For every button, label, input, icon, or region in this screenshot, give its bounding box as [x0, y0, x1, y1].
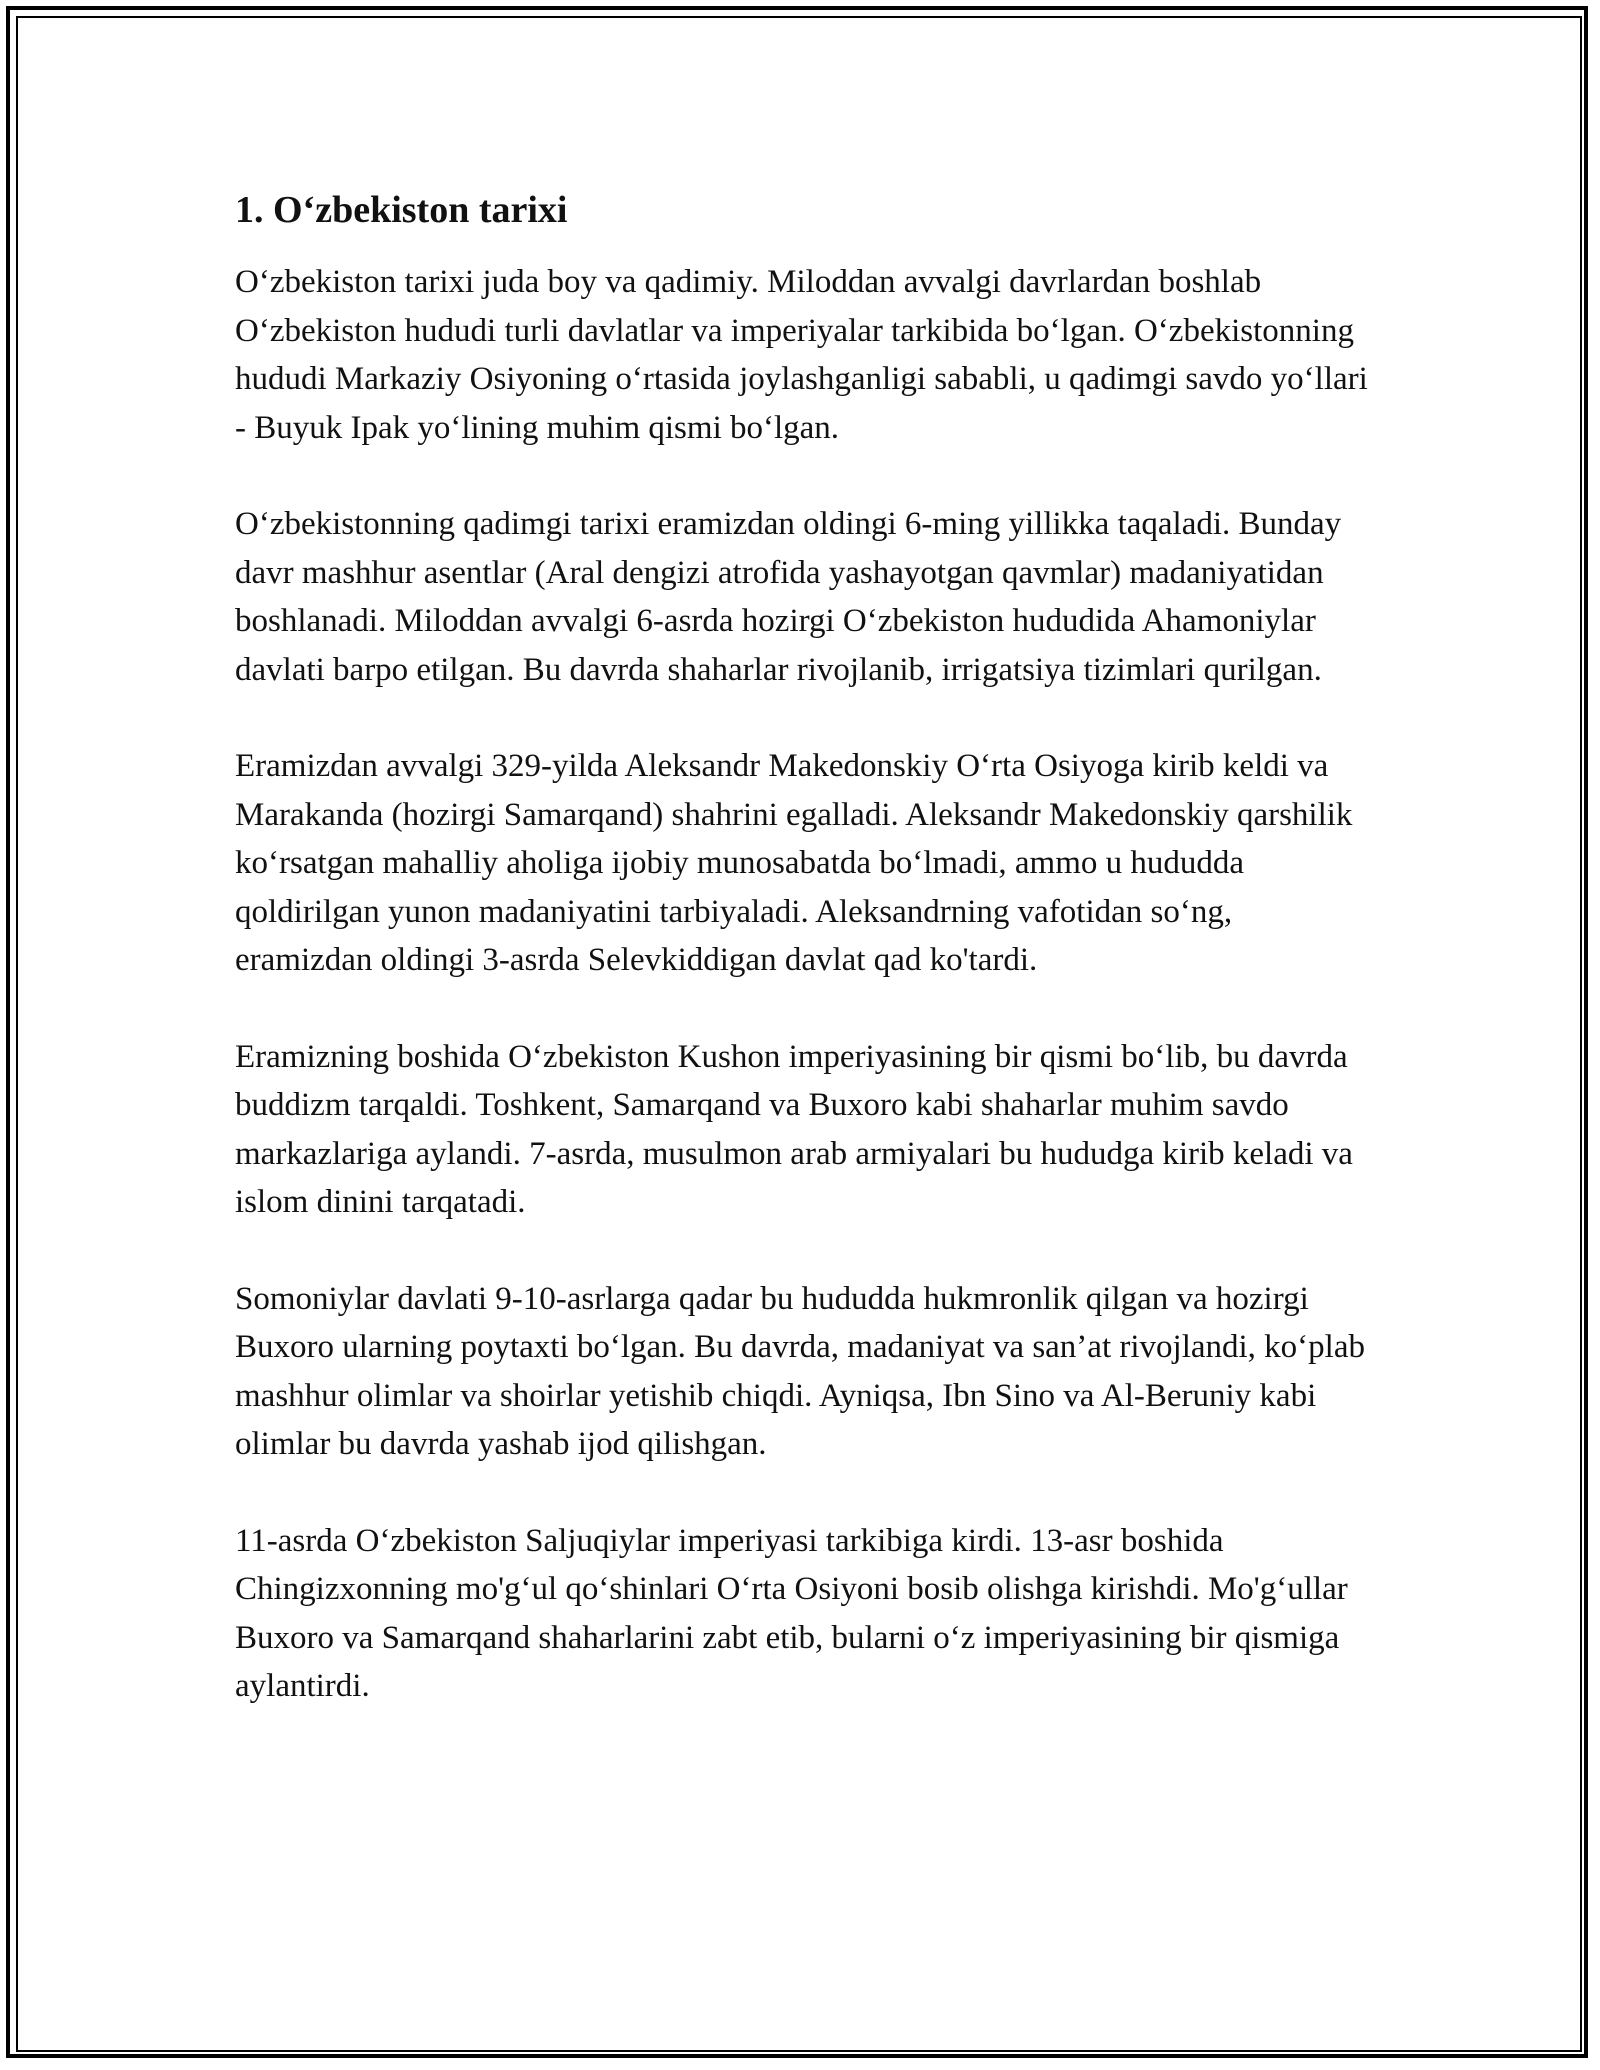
section-heading: 1. O‘zbekiston tarixi	[235, 189, 568, 231]
paragraph-intro: O‘zbekiston tarixi juda boy va qadimiy. Miloddan avvalgi davrlardan boshlab O‘zbekiston hududi turli davlatlar va imperiyalar tarkibida bo‘lgan. O‘zbekistonning hududi Markaziy Osiyoning o‘rtasida joylashganligi sababli, u qadimgi savdo yo‘llari - Buyuk Ipak yo‘lining muhim qismi bo‘lgan.	[235, 264, 1368, 446]
paragraph-ancient-history: O‘zbekistonning qadimgi tarixi eramizdan oldingi 6-ming yillikka taqaladi. Bunday davr mashhur asentlar (Aral dengizi atrofida yashayotgan qavmlar) madaniyatidan boshlanadi. Miloddan avvalgi 6-asrda hozirgi O‘zbekiston hududida Ahamoniylar davlati barpo etilgan. Bu davrda shaharlar rivojlanib, irrigatsiya tizimlari qurilgan.	[235, 506, 1342, 688]
paragraph-samanids: Somoniylar davlati 9-10-asrlarga qadar bu hududda hukmronlik qilgan va hozirgi Buxoro ularning poytaxti bo‘lgan. Bu davrda, madaniyat va san’at rivojlandi, ko‘plab mashhur olimlar va shoirlar yetishib chiqdi. Ayniqsa, Ibn Sino va Al-Beruniy kabi olimlar bu davrda yashab ijod qilishgan.	[235, 1280, 1365, 1462]
document-body	[235, 186, 1370, 1759]
paragraph-seljuks-mongols: 11-asrda O‘zbekiston Saljuqiylar imperiyasi tarkibiga kirdi. 13-asr boshida Chingizxonning mo'g‘ul qo‘shinlari O‘rta Osiyoni bosib olishga kirishdi. Mo'g‘ullar Buxoro va Samarqand shaharlarini zabt etib, bularni o‘z imperiyasining bir qismiga aylantirdi.	[235, 1522, 1348, 1704]
paragraph-alexander: Eramizdan avvalgi 329-yilda Aleksandr Makedonskiy O‘rta Osiyoga kirib keldi va Marakanda (hozirgi Samarqand) shahrini egalladi. Aleksandr Makedonskiy qarshilik ko‘rsatgan mahalliy aholiga ijobiy munosabatda bo‘lmadi, ammo u hududda qoldirilgan yunon madaniyatini tarbiyaladi. Aleksandrning vafotidan so‘ng, eramizdan oldingi 3-asrda Selevkiddigan davlat qad ko'tardi.	[235, 748, 1353, 978]
paragraph-kushan: Eramizning boshida O‘zbekiston Kushon imperiyasining bir qismi bo‘lib, bu davrda buddizm tarqaldi. Toshkent, Samarqand va Buxoro kabi shaharlar muhim savdo markazlariga aylandi. 7-asrda, musulmon arab armiyalari bu hududga kirib keladi va islom dinini tarqatadi.	[235, 1038, 1353, 1220]
